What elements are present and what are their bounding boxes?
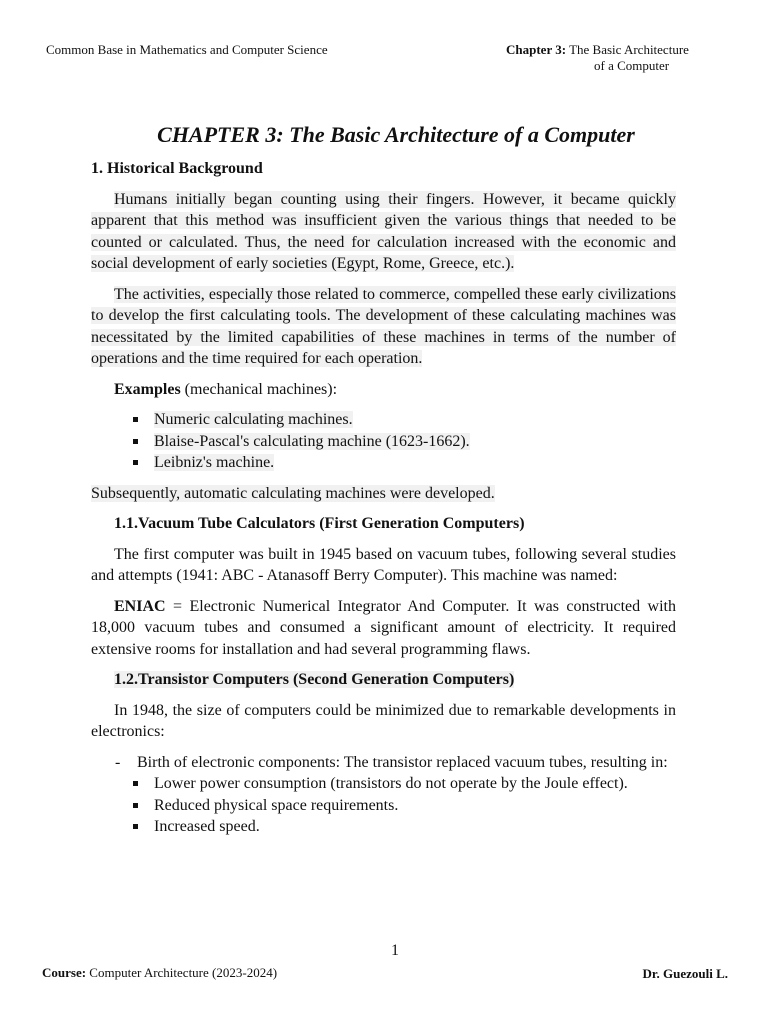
list-item [91,773,676,795]
footer-author: Dr. Guezouli L. [642,966,728,981]
paragraph-text: = Electronic Numerical Integrator And Computer. It was constructed with 18,000 vacuum tubes and consumed a significant amount of electricity. It required extensive rooms for installation and had several programming flaws. [91,597,676,658]
footer-course-label: Course: [42,965,87,980]
paragraph-text: In 1948, the size of computers could be minimized due to remarkable developments in electronics: [91,701,676,740]
chapter-title: CHAPTER 3: The Basic Architecture of a Computer [157,122,635,147]
square-bullet-icon [133,803,138,808]
square-bullet-icon [133,781,138,786]
list-item-text: Reduced physical space requirements. [154,796,399,814]
header-chapter-title-line2: of a Computer [594,58,670,73]
list-item [91,816,676,838]
square-bullet-icon [133,460,138,465]
list-item [91,431,676,453]
page-number: 1 [391,942,399,959]
paragraph [91,700,676,743]
paragraph-text: The first computer was built in 1945 based on vacuum tubes, following several studies and attempts (1941: ABC - Atanasoff Berry Computer). This machine was named: [91,545,676,584]
list-item [91,409,676,431]
header-chapter-label: Chapter 3: [506,42,567,57]
header-left: Common Base in Mathematics and Computer Science [46,42,328,57]
paragraph [91,544,676,587]
paragraph-text: Humans initially began counting using their fingers. However, it became quickly apparent that this method was insufficient given the various things that needed to be counted or calculated. Thus, the need for calculation increased with the economic and social development of early societies (Egypt, Rome, Greece, etc.). [91,190,676,272]
paragraph [91,189,676,275]
page-content [91,158,676,847]
dash-list-item [91,752,676,774]
square-bullet-icon [133,417,138,422]
transistor-benefits-list [91,773,676,838]
paragraph [91,284,676,370]
paragraph [91,483,676,505]
examples-list [91,409,676,474]
section-heading-historical-background: 1. Historical Background [91,160,263,177]
square-bullet-icon [133,439,138,444]
footer-course-text: Computer Architecture (2023-2024) [86,965,278,980]
section-heading-vacuum-tube: 1.1.Vacuum Tube Calculators (First Generation Computers) [114,515,525,532]
examples-label: Examples [114,380,181,398]
eniac-label: ENIAC [114,597,166,615]
list-item-text: Leibniz's machine. [154,454,275,471]
square-bullet-icon [133,824,138,829]
paragraph-text: The activities, especially those related to commerce, compelled these early civilizations to develop the first calculating tools. The development of these calculating machines was necessitated by the limited capabilities of these machines in terms of the number of operations and the time required for each operation. [91,285,676,367]
section-heading-text: 1.2.Transistor Computers (Second Generation Computers) [114,671,515,688]
list-item [91,795,676,817]
paragraph-eniac [91,596,676,661]
examples-line [91,379,676,401]
footer-course [42,965,277,981]
header-right [506,42,716,74]
section-heading-transistor [91,669,676,691]
list-item-text: Numeric calculating machines. [154,411,353,428]
list-item [91,452,676,474]
examples-suffix: (mechanical machines): [180,380,338,398]
list-item-text: Increased speed. [154,818,260,835]
paragraph-text: Subsequently, automatic calculating machines were developed. [91,484,495,502]
dash-item-text: Birth of electronic components: The transistor replaced vacuum tubes, resulting in: [137,753,668,771]
list-item-text: Lower power consumption (transistors do not operate by the Joule effect). [154,775,628,792]
dash-bullet-icon: - [115,753,121,771]
list-item-text: Blaise-Pascal's calculating machine (1623-1662). [154,432,470,450]
header-chapter-title-line1: The Basic Architecture [569,42,689,57]
